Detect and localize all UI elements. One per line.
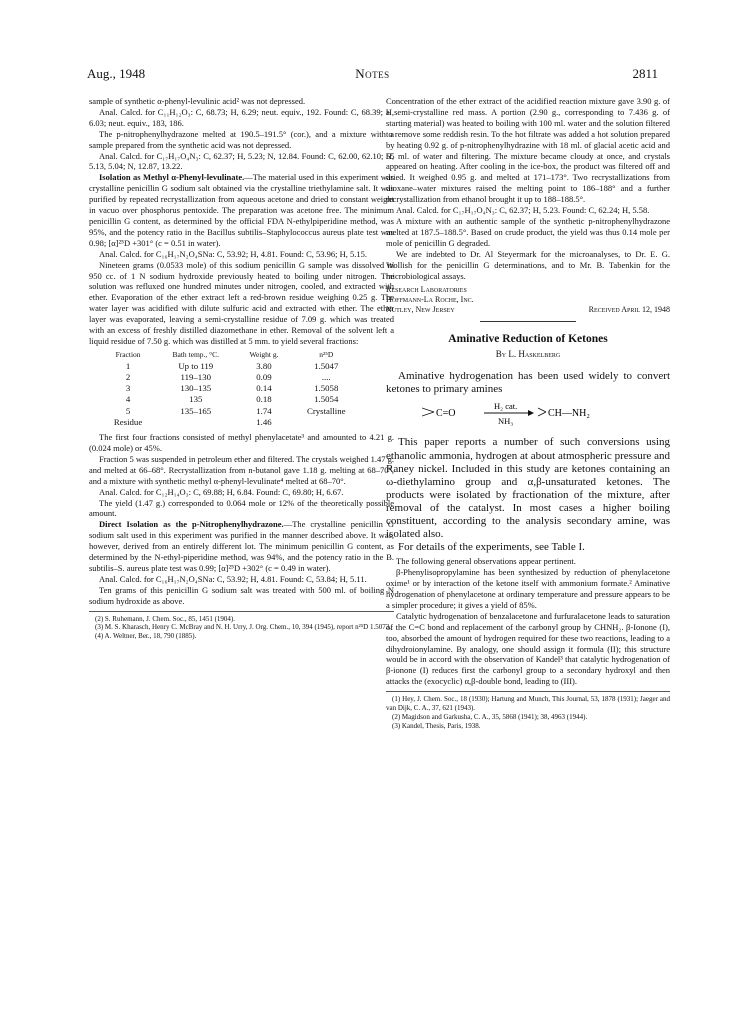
reaction-condition-top: H₂ cat. bbox=[494, 401, 518, 412]
table-cell: 1 bbox=[125, 360, 131, 371]
paragraph-text: —The material used in this experiment was crystalline penicillin G sodium salt obtained via the crystalline triethylamine salt. It was purified by repeated recrystallization from aqueous acetone and dried to constant weight in vacuo over phosphorus pentoxide. The preparation was acetone free. The minimum penicillin G content, as determined by the official FDA N-ethylpiperidine method, was 95%, and the potency ratio in the Bacillus subtilis–Staphylococcus aureus plate test was 0.98; [α]²⁵D +301° (c = 0.51 in water). bbox=[89, 172, 394, 248]
table-cell: 1.5058 bbox=[314, 383, 339, 394]
section-heading: Isolation as Methyl α-Phenyl-levulinate. bbox=[99, 172, 245, 183]
paragraph: A mixture with an authentic sample of the synthetic p-nitrophenylhydrazone melted at 187.5–188.5°. Based on crude product, the yield was thus 0.14 mole per mole of penicillin G degraded. bbox=[386, 215, 670, 248]
footnotes bbox=[386, 691, 670, 730]
paragraph: Catalytic hydrogenation of benzalacetone and furfuralacetone leads to saturation of the C=C bond and replacement of the carbonyl group by CHNH₂. β-Ionone (I), too, absorbed the amount of hydrogen required for these two reactions, leading to a dihydroionylamine. By analogy, one should assign it formula (II); this structure would be in accord with the observation of Kandel³ that catalytic hydrogenation of β-ionone (I) reduces first the carbonyl group to a secondary hydroxyl and then attacks the (exocyclic) α,β-double bond, leading to (III). bbox=[386, 610, 670, 687]
column-header: Bath temp., °C. bbox=[172, 349, 220, 359]
paragraph: β-Phenylisopropylamine has been synthesized by reduction of phenylacetone oxime¹ or by interaction of the ketone itself with ammonium formate.² Aminative hydrogenation of phenylacetone at ordinary temperature and pressure appears to be a simpler procedure; it gives a yield of 85%. bbox=[386, 567, 670, 610]
paragraph: The p-nitrophenylhydrazone melted at 190.5–191.5° (cor.), and a mixture with a sample prepared from the synthetic acid was not depressed. bbox=[89, 128, 394, 150]
table-row bbox=[101, 417, 361, 428]
table-cell: 1.46 bbox=[256, 416, 272, 427]
table-cell: 0.14 bbox=[256, 383, 272, 394]
footnote: (1) Hey, J. Chem. Soc., 18 (1930); Hartung and Munch, This Journal, 53, 1878 (1931); Jaeger and van Dijk, C. A., 37, 621 (1943). bbox=[386, 695, 670, 712]
footnote: (2) Magidson and Garkusha, C. A., 35, 5868 (1941); 38, 4963 (1944). bbox=[392, 712, 588, 721]
paragraph: The yield (1.47 g.) corresponded to 0.064 mole or 12% of the theoretically possible amount. bbox=[89, 497, 394, 519]
article-author: By L. Haskelberg bbox=[495, 349, 561, 360]
column-header: Fraction bbox=[115, 349, 141, 359]
table-row bbox=[101, 383, 361, 394]
table-cell: 0.09 bbox=[256, 372, 272, 383]
fractions-table bbox=[101, 351, 361, 428]
left-column bbox=[89, 96, 394, 641]
affiliation-line: Research Laboratories bbox=[386, 285, 467, 295]
paragraph: The first four fractions consisted of methyl phenylacetate³ and amounted to 4.21 g. (0.024 mole) or 45%. bbox=[89, 432, 394, 453]
section-paragraph bbox=[89, 172, 394, 248]
paragraph: Aminative hydrogenation has been used widely to convert ketones to primary amines bbox=[386, 370, 670, 396]
paragraph: Nineteen grams (0.0533 mole) of this sodium penicillin G sample was dissolved in 950 cc. of 1 N sodium hydroxide previously heated to boiling under nitrogen. The solution was refluxed one hundred minutes under nitrogen, cooled, and extracted with ether. Evaporation of the ether extract left a red-brown residue weighing 0.25 g. The water layer was acidified with dilute sulfuric acid and extracted with ether. The ether layer was evaporated, leaving a semi-crystalline residue of 7.09 g. which was treated with an excess of freshly distilled diazomethane in ether. Removal of the solvent left a liquid residue of 7.50 g. which was distilled at 5 mm. to yield several fractions: bbox=[89, 259, 394, 346]
footnotes bbox=[89, 611, 394, 641]
table-cell: 3 bbox=[125, 383, 131, 394]
table-row bbox=[101, 406, 361, 417]
paragraph: Concentration of the ether extract of the acidified reaction mixture gave 3.90 g. of a semi-crystalline red mass. A portion (2.90 g., corresponding to 7.436 g. of starting material) was heated to boiling with 100 ml. water and the solution filtered to remove some reddish resin. To the hot filtrate was added a hot solution prepared by heating 0.92 g. of p-nitrophenylhydrazine with 18 ml. of glacial acetic acid and 55 ml. of water and filtering. The mixture became cloudy at once, and crystals appeared on heating. After cooling in the ice-box, the product was filtered off and dried. It weighed 0.95 g. and melted at 171–173°. Two recrystallizations from dioxane–water mixtures raised the melting point to 186–188° and a further recrystallization from ethanol brought it up to 188–188.5°. bbox=[386, 96, 670, 205]
section-paragraph bbox=[89, 519, 394, 574]
table-cell: 0.18 bbox=[256, 394, 272, 405]
running-header bbox=[87, 66, 658, 82]
footnote: (3) Kandel, Thesis, Paris, 1938. bbox=[392, 721, 481, 730]
paragraph: This paper reports a number of such conversions using ethanolic ammonia, hydrogen at about atmospheric pressure and Raney nickel. Included in this study are ketones containing an ω-diethylamino group and α,β-unsaturated ketones. The products were isolated by fractionation of the mixture, after removal of the catalyst. In most cases a higher boiling constituent, according to the analysis secondary amine, was isolated also. bbox=[386, 436, 670, 541]
affiliation-location: Nutley, New Jersey bbox=[386, 305, 455, 315]
table-cell: 5 bbox=[125, 405, 131, 416]
table-row bbox=[101, 361, 361, 372]
reaction-equation-graphic bbox=[422, 400, 642, 428]
table-cell: 135–165 bbox=[180, 405, 212, 416]
analysis-paragraph: Anal. Calcd. for C₁₂H₁₄O₃: C, 69.88; H, 6.84. Found: C, 69.80; H, 6.67. bbox=[99, 486, 344, 497]
header-page-number: 2811 bbox=[632, 66, 658, 81]
column-header: Weight g. bbox=[249, 349, 279, 359]
reactant-text: C=O bbox=[436, 408, 456, 420]
paragraph: Fraction 5 was suspended in petroleum ether and filtered. The crystals weighed 1.47 g. and melted at 66–68°. Recrystallization from n-butanol gave 1.18 g. melting at 68–70°, and a mixture with synthetic methyl α-phenyl-levulinate⁴ melted at 68–70°. bbox=[89, 453, 394, 486]
paragraph: Ten grams of this penicillin G sodium salt was treated with 500 ml. of boiling N sodium hydroxide as above. bbox=[89, 584, 394, 606]
acknowledgment: We are indebted to Dr. Al Steyermark for the microanalyses, to Dr. E. G. Wollish for the penicillin G determinations, and to Mr. B. Tabenkin for the microbiological assays. bbox=[386, 248, 670, 281]
reaction-equation bbox=[386, 400, 670, 428]
affiliation-line: Hoffmann-La Roche, Inc. bbox=[386, 295, 474, 305]
table-cell: Residue bbox=[113, 416, 143, 427]
product-text: CH—NH₂ bbox=[548, 408, 590, 420]
table-cell: 2 bbox=[125, 372, 131, 383]
footnote: (4) A. Weltner, Ber., 18, 790 (1885). bbox=[95, 632, 197, 641]
column-header: n²⁵D bbox=[319, 349, 334, 359]
analysis-paragraph: Anal. Calcd. for C₁₇H₁₇O₄N₃: C, 62.37; H, 5.23; N, 12.84. Found: C, 62.00, 62.10; H, 5.13, 5.04; N, 12.87, 13.22. bbox=[89, 150, 394, 172]
analysis-paragraph: Anal. Calcd. for C₁₆H₁₇N₂O₄SNa: C, 53.92; H, 4.81. Found: C, 53.96; H, 5.15. bbox=[99, 248, 368, 259]
table-cell: 3.80 bbox=[256, 360, 272, 371]
table-cell: 135 bbox=[189, 394, 203, 405]
divider bbox=[480, 321, 576, 322]
table-cell: 1.74 bbox=[256, 405, 272, 416]
table-cell bbox=[292, 417, 361, 428]
table-row bbox=[101, 394, 361, 405]
received-date: Received April 12, 1948 bbox=[588, 305, 670, 315]
table-cell: 119–130 bbox=[180, 372, 211, 383]
affiliation-block bbox=[386, 285, 670, 315]
footnote: (3) M. S. Kharasch, Henry C. McBray and N. H. Urry, J. Org. Chem., 10, 394 (1945), report n²⁵D 1.5073. bbox=[95, 623, 391, 632]
analysis-paragraph: Anal. Calcd. for C₁₇H₁₇O₄N₃: C, 62.37; H, 5.23. Found: C, 62.24; H, 5.58. bbox=[396, 205, 650, 216]
footnote: (2) S. Ruhemann, J. Chem. Soc., 85, 1451 (1904). bbox=[95, 614, 235, 623]
table-cell: 130–135 bbox=[180, 383, 212, 394]
table-cell: 1.5054 bbox=[314, 394, 339, 405]
table-cell: .... bbox=[321, 372, 331, 383]
observations bbox=[386, 556, 670, 687]
reaction-condition-bottom: NH₃ bbox=[498, 416, 514, 427]
table-header-row bbox=[101, 351, 361, 361]
paragraph: For details of the experiments, see Table I. bbox=[398, 541, 585, 554]
analysis-paragraph: Anal. Calcd. for C₁₆H₁₇N₂O₄SNa: C, 53.92; H, 4.81. Found: C, 53.84; H, 5.11. bbox=[99, 573, 367, 584]
paragraph-text: —The crystalline penicillin G sodium salt used in this experiment was purified in the manner described above. It was, however, derived from an entirely different lot. The minimum penicillin G content, as determined by the N-ethyl-piperidine method, was 94%, and the potency ratio in the B. subtilis–S. aureus plate test was 0.99; [α]²⁵D +302° (c = 0.49 in water). bbox=[89, 519, 395, 573]
table-cell: 1.5047 bbox=[314, 360, 339, 371]
table-cell bbox=[155, 417, 236, 428]
affiliation-row bbox=[386, 305, 670, 315]
header-date: Aug., 1948 bbox=[87, 66, 146, 81]
table-row bbox=[101, 372, 361, 383]
article-title: Aminative Reduction of Ketones bbox=[448, 333, 608, 346]
header-section: Notes bbox=[355, 66, 390, 81]
table-cell: Up to 119 bbox=[178, 360, 214, 371]
article-body bbox=[386, 370, 670, 554]
paragraph: The following general observations appear pertinent. bbox=[396, 556, 576, 567]
right-column bbox=[386, 96, 670, 730]
section-heading: Direct Isolation as the p-Nitrophenylhydrazone. bbox=[99, 519, 284, 530]
analysis-paragraph: Anal. Calcd. for C₁₁H₁₂O₃: C, 68.73; H, 6.29; neut. equiv., 192. Found: C, 68.39; H, 6.03; neut. equiv., 183, 186. bbox=[89, 106, 394, 128]
table-cell: Crystalline bbox=[306, 405, 346, 416]
table-cell: 4 bbox=[125, 394, 131, 405]
paragraph: sample of synthetic α-phenyl-levulinic acid² was not depressed. bbox=[89, 96, 306, 106]
